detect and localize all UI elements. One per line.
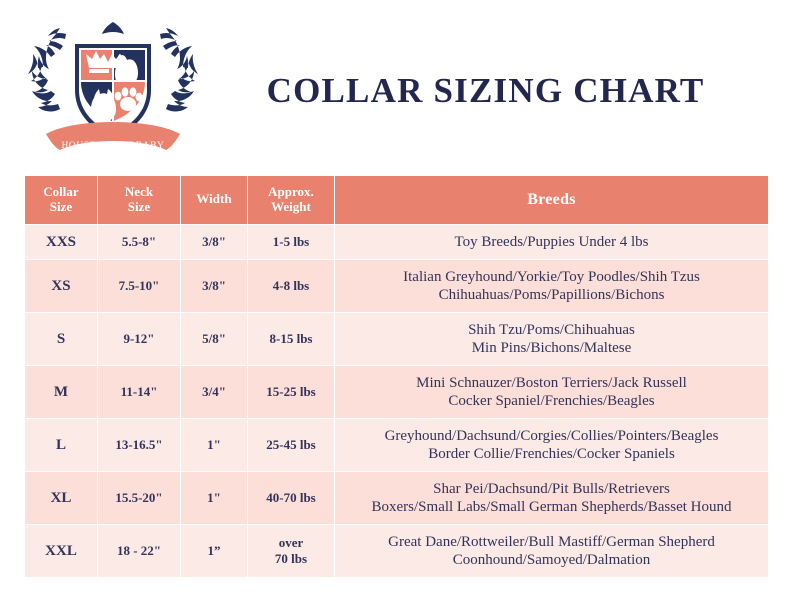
cell-width: 5/8" (181, 312, 248, 365)
table-row (25, 524, 769, 577)
breed-line: Cocker Spaniel/Frenchies/Beagles (448, 392, 655, 409)
cell-neck-size: 15.5-20" (98, 471, 181, 524)
cell-breeds (335, 312, 769, 365)
cell-breeds (335, 471, 769, 524)
column-header-collar-size (25, 176, 98, 225)
breed-line: Chihuahuas/Poms/Papillions/Bichons (438, 286, 665, 303)
breed-line: Shih Tzu/Poms/Chihuahuas (468, 321, 635, 338)
cell-approx-weight: 8-15 lbs (248, 312, 335, 365)
cell-approx-weight: 15-25 lbs (248, 365, 335, 418)
cell-breeds (335, 259, 769, 312)
breed-line: Great Dane/Rottweiler/Bull Mastiff/German Shepherd (388, 533, 715, 550)
cell-neck-size: 13-16.5" (98, 418, 181, 471)
weight-line: 70 lbs (274, 550, 308, 566)
cell-width: 1” (181, 524, 248, 577)
breed-line: Coonhound/Samoyed/Dalmation (452, 551, 651, 568)
brand-logo (18, 8, 208, 168)
cell-width: 3/4" (181, 365, 248, 418)
header-line-1: Neck (124, 184, 154, 199)
header-line-1: Approx. (268, 184, 314, 199)
cell-neck-size: 5.5-8" (98, 224, 181, 259)
collar-sizing-table-wrap (24, 175, 769, 578)
column-header-breeds: Breeds (335, 176, 769, 225)
table-row (25, 471, 769, 524)
crest-shield-logo-icon (18, 8, 208, 168)
cell-breeds (335, 224, 769, 259)
table-row (25, 259, 769, 312)
cell-approx-weight: 1-5 lbs (248, 224, 335, 259)
table-body (25, 224, 769, 577)
cell-width: 1" (181, 418, 248, 471)
collar-sizing-table (24, 175, 769, 578)
cell-collar-size: M (25, 365, 98, 418)
cell-collar-size: XXL (25, 524, 98, 577)
breed-line: Greyhound/Dachsund/Corgies/Collies/Pointers/Beagles (384, 427, 719, 444)
cell-approx-weight: 25-45 lbs (248, 418, 335, 471)
header-line-1: Collar (43, 184, 79, 199)
table-row (25, 365, 769, 418)
cell-approx-weight: 40-70 lbs (248, 471, 335, 524)
breed-line: Mini Schnauzer/Boston Terriers/Jack Russell (416, 374, 687, 391)
breed-line: Italian Greyhound/Yorkie/Toy Poodles/Shih Tzus (403, 268, 700, 285)
cell-neck-size: 7.5-10" (98, 259, 181, 312)
table-row (25, 418, 769, 471)
cell-neck-size: 11-14" (98, 365, 181, 418)
cell-breeds (335, 365, 769, 418)
weight-line: over (278, 535, 304, 551)
cell-width: 3/8" (181, 224, 248, 259)
table-row (25, 312, 769, 365)
page-header (0, 0, 793, 175)
header-line-2: Weight (271, 198, 311, 214)
column-header-width (181, 176, 248, 225)
breed-line: Toy Breeds/Puppies Under 4 lbs (454, 233, 649, 250)
breed-line: Shar Pei/Dachsund/Pit Bulls/Retrievers (433, 480, 670, 497)
breed-line: Border Collie/Frenchies/Cocker Spaniels (428, 445, 675, 462)
cell-width: 3/8" (181, 259, 248, 312)
cell-collar-size: S (25, 312, 98, 365)
cell-breeds (335, 524, 769, 577)
header-line-2: Size (127, 198, 151, 214)
cell-neck-size: 18 - 22" (98, 524, 181, 577)
cell-breeds (335, 418, 769, 471)
cell-approx-weight (248, 524, 335, 577)
column-header-neck-size (98, 176, 181, 225)
table-header-row (25, 176, 769, 225)
column-header-approx-weight (248, 176, 335, 225)
page-title: COLLAR SIZING CHART (266, 70, 705, 110)
cell-collar-size: XS (25, 259, 98, 312)
breed-line: Boxers/Small Labs/Small German Shepherds/Basset Hound (371, 498, 732, 515)
cell-width: 1" (181, 471, 248, 524)
cell-approx-weight: 4-8 lbs (248, 259, 335, 312)
table-row (25, 224, 769, 259)
header-line-2: Size (49, 198, 73, 214)
cell-neck-size: 9-12" (98, 312, 181, 365)
breed-line: Min Pins/Bichons/Maltese (471, 339, 632, 356)
cell-collar-size: L (25, 418, 98, 471)
cell-collar-size: XXS (25, 224, 98, 259)
table-header (25, 176, 769, 225)
cell-collar-size: XL (25, 471, 98, 524)
header-line-1: Width (196, 191, 232, 207)
brand-name: HOUSE OF FURBABY (61, 140, 165, 151)
